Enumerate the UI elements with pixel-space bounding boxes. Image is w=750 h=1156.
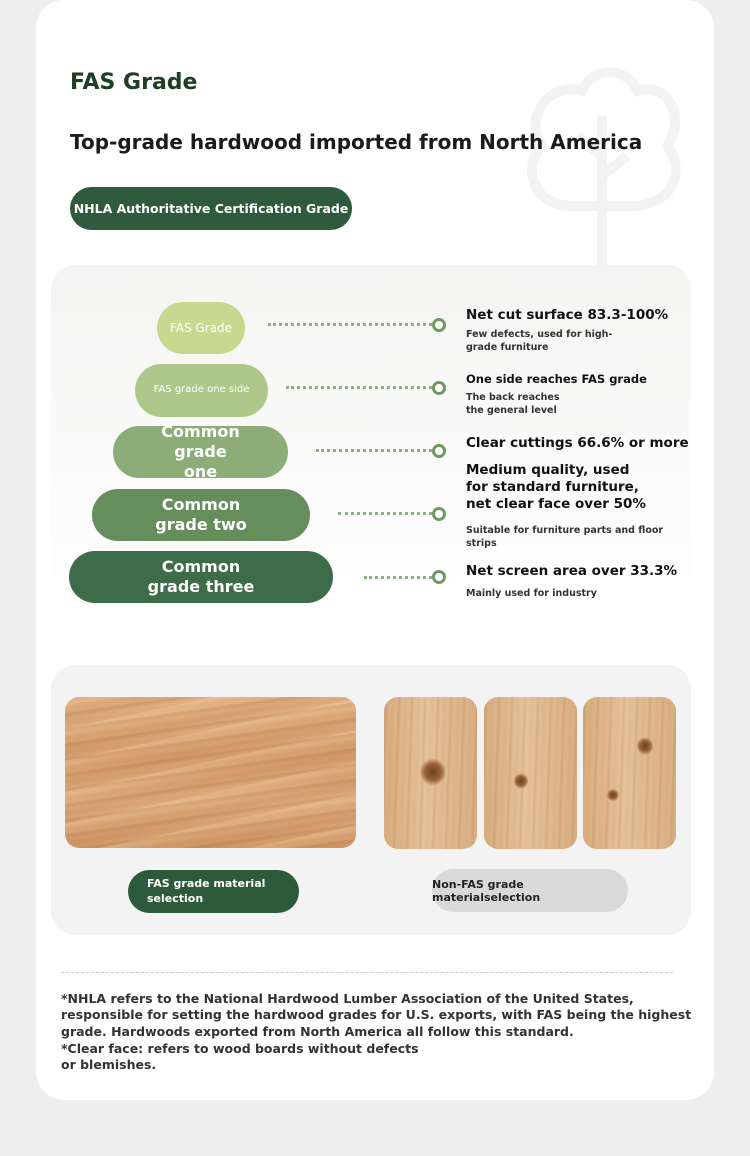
grade-pill-fas-one-side: FAS grade one side — [135, 364, 268, 417]
grade-detail: Few defects, used for high-grade furniture — [466, 329, 613, 353]
clear-face-footnote: *Clear face: refers to wood boards without defects or blemishes. — [61, 1041, 419, 1073]
grade-headline: One side reaches FAS grade — [466, 372, 647, 386]
wood-knot — [607, 789, 619, 801]
grade-pill-fas: FAS Grade — [157, 302, 245, 354]
grade-detail: The back reaches the general level — [466, 392, 560, 416]
non-fas-material-label: Non-FAS grade materialselection — [432, 869, 628, 912]
nhla-footnote: *NHLA refers to the National Hardwood Lumber Association of the United States, responsible for setting the hardwood grades for U.S. exports, with FAS being the highest grade. Hardwoods exported from North America all follow this standard. — [61, 991, 692, 1039]
grade-detail: Mainly used for industry — [466, 588, 597, 599]
non-fas-wood-sample — [484, 697, 577, 849]
grade-headline: Medium quality, used for standard furniture, net clear face over 50% — [466, 462, 646, 512]
certification-badge: NHLA Authoritative Certification Grade — [70, 187, 352, 230]
fas-material-label: FAS grade material selection — [128, 870, 299, 913]
tree-icon — [512, 56, 692, 266]
grade-connector — [286, 386, 432, 389]
non-fas-wood-sample — [384, 697, 477, 849]
grade-marker — [432, 570, 446, 584]
grade-marker — [432, 444, 446, 458]
section-divider — [61, 972, 673, 973]
fas-wood-sample — [65, 697, 356, 848]
grade-marker — [432, 381, 446, 395]
grade-headline: Net screen area over 33.3% — [466, 563, 678, 579]
grade-pill-common-three: Common grade three — [69, 551, 333, 603]
non-fas-wood-sample — [583, 697, 676, 849]
grade-detail: Suitable for furniture parts and floor strips — [466, 525, 664, 549]
grade-connector — [338, 512, 432, 515]
grade-headline: Clear cuttings 66.6% or more — [466, 435, 689, 451]
page-title: FAS Grade — [70, 70, 198, 95]
wood-knot — [637, 737, 653, 755]
grade-connector — [364, 576, 432, 579]
grade-pill-common-one: Common grade one — [113, 426, 288, 478]
grade-connector — [268, 323, 432, 326]
grade-marker — [432, 507, 446, 521]
grade-pill-common-two: Common grade two — [92, 489, 310, 541]
wood-knot — [420, 759, 446, 785]
grade-headline: Net cut surface 83.3-100% — [466, 307, 669, 323]
wood-knot — [514, 773, 528, 789]
page-subtitle: Top-grade hardwood imported from North America — [70, 130, 643, 154]
grade-connector — [316, 449, 432, 452]
grade-marker — [432, 318, 446, 332]
